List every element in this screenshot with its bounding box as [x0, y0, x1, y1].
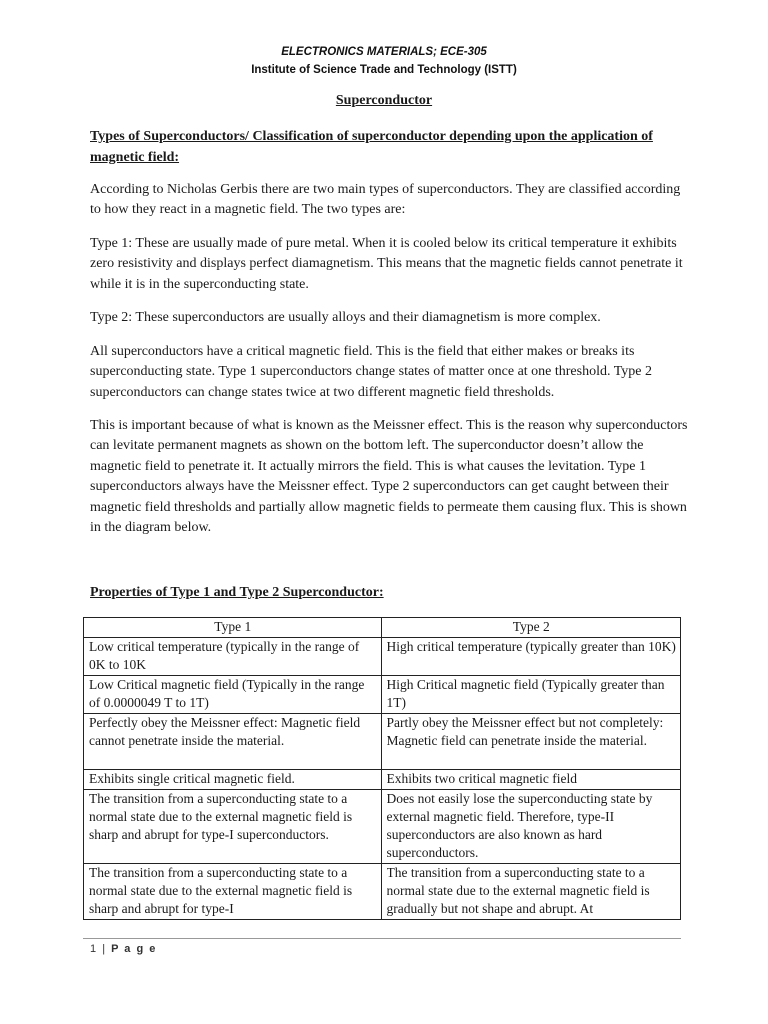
column-header-type2: Type 2	[381, 618, 681, 638]
table-header-row	[84, 618, 681, 638]
table-row	[84, 864, 681, 920]
cell-text: Low critical temperature (typically in the range of 0K to 10K	[89, 639, 360, 672]
table-cell-type2	[381, 714, 681, 770]
course-header: ELECTRONICS MATERIALS; ECE-305	[281, 46, 487, 58]
cell-text: Exhibits single critical magnetic field.	[89, 771, 295, 786]
cell-text: The transition from a superconducting state to a normal state due to the external magnetic field is sharp and abrupt for type-I	[89, 865, 353, 916]
table-cell-type1	[84, 864, 382, 920]
properties-table	[83, 617, 681, 920]
table-row	[84, 714, 681, 770]
page-number: 1	[90, 943, 98, 955]
table-cell-type1	[84, 790, 382, 864]
table-cell-type2	[381, 638, 681, 676]
paragraph-intro: According to Nicholas Gerbis there are two main types of superconductors. They are classified according to how they react in a magnetic field. The two types are:	[90, 182, 681, 218]
table-cell-type1	[84, 676, 382, 714]
cell-text: High critical temperature (typically greater than 10K)	[386, 639, 676, 654]
section-heading-types: Types of Superconductors/ Classification of superconductor depending upon the application of magnetic field:	[90, 129, 653, 165]
table-cell-type2	[381, 770, 681, 790]
table-cell-type2	[381, 864, 681, 920]
cell-text: High Critical magnetic field (Typically greater than 1T)	[386, 677, 665, 710]
table-row	[84, 770, 681, 790]
cell-text: Exhibits two critical magnetic field	[386, 771, 577, 786]
page-footer	[90, 943, 157, 955]
paragraph-type2: Type 2: These superconductors are usually alloys and their diamagnetism is more complex.	[90, 310, 601, 325]
table-cell-type2	[381, 790, 681, 864]
table-row	[84, 676, 681, 714]
paragraph-type1: Type 1: These are usually made of pure metal. When it is cooled below its critical temperature it exhibits zero resistivity and displays perfect diamagnetism. This means that the magnetic fields cannot penetrate it while it is in the superconducting state.	[90, 236, 683, 292]
table-row	[84, 790, 681, 864]
table-cell-type2	[381, 676, 681, 714]
table-cell-type1	[84, 770, 382, 790]
footer-separator: |	[102, 943, 107, 955]
document-title: Superconductor	[335, 93, 433, 108]
table-cell-type1	[84, 638, 382, 676]
footer-divider	[83, 938, 681, 939]
table-row	[84, 638, 681, 676]
paragraph-meissner: This is important because of what is known as the Meissner effect. This is the reason why superconductors can levitate permanent magnets as shown on the bottom left. The superconductor doesn’t allow the magnetic field to penetrate it. It actually mirrors the field. This is what causes the levitation. Type 1 superconductors always have the Meissner effect. Type 2 superconductors can get caught between their magnetic field thresholds and partially allow magnetic fields to permeate them causing flux. This is shown in the diagram below.	[90, 418, 688, 536]
institute-header: Institute of Science Trade and Technology (ISTT)	[251, 64, 517, 76]
table-cell-type1	[84, 714, 382, 770]
cell-text: The transition from a superconducting state to a normal state due to the external magnetic field is sharp and abrupt for type-I superconductors.	[89, 791, 353, 842]
section-heading-properties: Properties of Type 1 and Type 2 Superconductor:	[90, 585, 384, 600]
cell-text: The transition from a superconducting state to a normal state due to the external magnetic field is gradually but not shape and abrupt. At	[386, 865, 650, 916]
cell-text: Partly obey the Meissner effect but not completely: Magnetic field can penetrate inside the material.	[386, 715, 664, 748]
page-label: P a g e	[111, 943, 157, 955]
paragraph-critical-field: All superconductors have a critical magnetic field. This is the field that either makes or breaks its superconducting state. Type 1 superconductors change states of matter once at one threshold. Type 2 superconductors can change states twice at two different magnetic field thresholds.	[90, 344, 653, 400]
cell-text: Low Critical magnetic field (Typically in the range of 0.0000049 T to 1T)	[89, 677, 365, 710]
cell-text: Does not easily lose the superconducting state by external magnetic field. Therefore, type-II superconductors are also known as hard superconductors.	[386, 791, 653, 860]
cell-text: Perfectly obey the Meissner effect: Magnetic field cannot penetrate inside the material.	[89, 715, 361, 748]
column-header-type1: Type 1	[84, 618, 382, 638]
